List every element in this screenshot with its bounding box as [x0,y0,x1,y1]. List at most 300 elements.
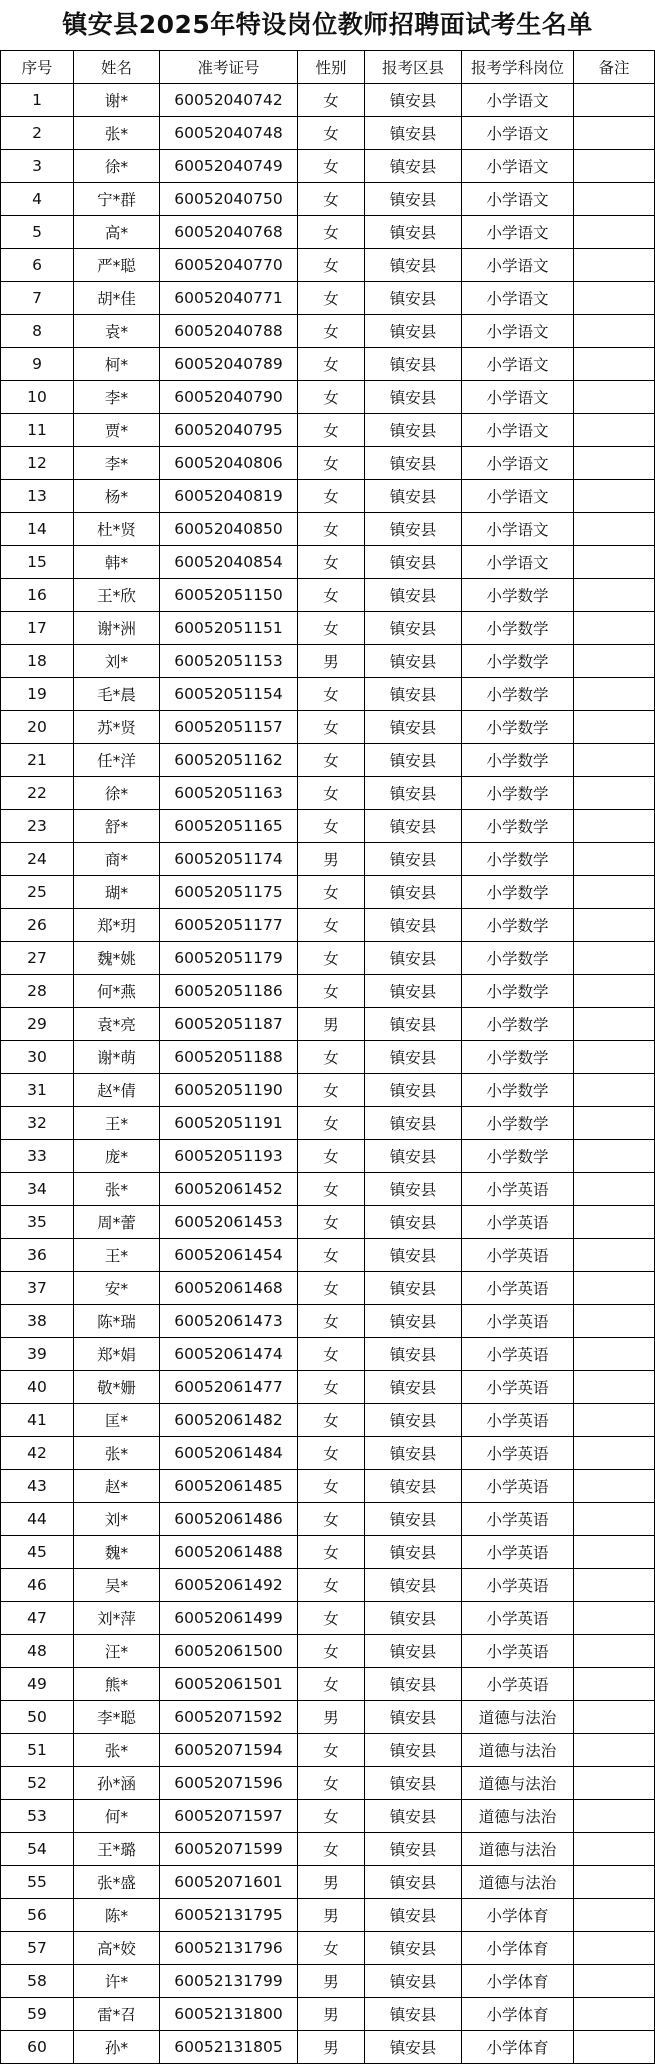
cell-county: 镇安县 [365,612,462,645]
cell-remarks [574,1041,655,1074]
cell-gender: 女 [298,1635,365,1668]
cell-index: 8 [1,315,74,348]
cell-subject: 小学数学 [462,975,574,1008]
cell-exam-number: 60052061486 [160,1503,298,1536]
table-row [1,1899,655,1932]
cell-index: 33 [1,1140,74,1173]
cell-remarks [574,711,655,744]
cell-subject: 道德与法治 [462,1701,574,1734]
table-row [1,150,655,183]
cell-name: 安* [74,1272,160,1305]
cell-subject: 小学英语 [462,1305,574,1338]
cell-gender: 女 [298,744,365,777]
table-row [1,876,655,909]
cell-index: 11 [1,414,74,447]
cell-name: 杜*贤 [74,513,160,546]
cell-remarks [574,1800,655,1833]
cell-remarks [574,282,655,315]
table-row [1,1404,655,1437]
cell-remarks [574,1635,655,1668]
cell-gender: 女 [298,1173,365,1206]
cell-gender: 女 [298,1041,365,1074]
cell-index: 34 [1,1173,74,1206]
cell-subject: 小学英语 [462,1569,574,1602]
cell-county: 镇安县 [365,348,462,381]
cell-name: 贾* [74,414,160,447]
cell-subject: 小学语文 [462,84,574,117]
document-title: 镇安县2025年特设岗位教师招聘面试考生名单 [62,10,593,39]
cell-county: 镇安县 [365,480,462,513]
cell-index: 54 [1,1833,74,1866]
cell-remarks [574,1866,655,1899]
cell-gender: 女 [298,315,365,348]
cell-exam-number: 60052061499 [160,1602,298,1635]
cell-index: 21 [1,744,74,777]
cell-gender: 女 [298,942,365,975]
table-row [1,282,655,315]
cell-county: 镇安县 [365,117,462,150]
cell-subject: 道德与法治 [462,1866,574,1899]
cell-index: 45 [1,1536,74,1569]
cell-gender: 女 [298,1239,365,1272]
cell-remarks [574,1965,655,1998]
cell-subject: 小学英语 [462,1536,574,1569]
cell-subject: 小学数学 [462,711,574,744]
header-gender: 性别 [298,51,365,84]
cell-gender: 女 [298,1800,365,1833]
cell-remarks [574,1767,655,1800]
cell-county: 镇安县 [365,1008,462,1041]
cell-remarks [574,876,655,909]
cell-county: 镇安县 [365,1437,462,1470]
cell-name: 许* [74,1965,160,1998]
cell-name: 张* [74,1437,160,1470]
cell-exam-number: 60052071599 [160,1833,298,1866]
cell-index: 13 [1,480,74,513]
table-row [1,612,655,645]
cell-county: 镇安县 [365,843,462,876]
table-row [1,1668,655,1701]
table-row [1,1569,655,1602]
cell-gender: 女 [298,84,365,117]
cell-name: 柯* [74,348,160,381]
cell-exam-number: 60052061468 [160,1272,298,1305]
table-row [1,117,655,150]
table-row [1,1800,655,1833]
cell-name: 刘* [74,1503,160,1536]
cell-index: 44 [1,1503,74,1536]
cell-exam-number: 60052061473 [160,1305,298,1338]
cell-subject: 小学英语 [462,1668,574,1701]
cell-exam-number: 60052061454 [160,1239,298,1272]
cell-index: 48 [1,1635,74,1668]
table-row [1,645,655,678]
cell-exam-number: 60052061501 [160,1668,298,1701]
cell-exam-number: 60052051151 [160,612,298,645]
table-row [1,975,655,1008]
cell-subject: 小学英语 [462,1635,574,1668]
cell-subject: 小学数学 [462,1008,574,1041]
cell-index: 51 [1,1734,74,1767]
cell-exam-number: 60052131799 [160,1965,298,1998]
cell-index: 55 [1,1866,74,1899]
candidate-table [0,50,655,2064]
cell-exam-number: 60052051153 [160,645,298,678]
cell-subject: 小学语文 [462,480,574,513]
cell-gender: 女 [298,1503,365,1536]
table-row [1,942,655,975]
cell-subject: 小学英语 [462,1503,574,1536]
cell-remarks [574,579,655,612]
cell-index: 5 [1,216,74,249]
cell-name: 雷*召 [74,1998,160,2031]
cell-name: 陈*瑞 [74,1305,160,1338]
cell-remarks [574,1470,655,1503]
cell-county: 镇安县 [365,1338,462,1371]
cell-exam-number: 60052040771 [160,282,298,315]
cell-gender: 女 [298,150,365,183]
table-row [1,1140,655,1173]
table-row [1,1536,655,1569]
cell-index: 23 [1,810,74,843]
table-row [1,1305,655,1338]
cell-index: 53 [1,1800,74,1833]
table-body [1,84,655,2064]
cell-remarks [574,315,655,348]
cell-subject: 小学体育 [462,1932,574,1965]
cell-county: 镇安县 [365,546,462,579]
cell-index: 58 [1,1965,74,1998]
cell-remarks [574,942,655,975]
cell-index: 35 [1,1206,74,1239]
cell-gender: 女 [298,1338,365,1371]
cell-county: 镇安县 [365,1635,462,1668]
cell-subject: 小学英语 [462,1239,574,1272]
table-header-row [1,51,655,84]
cell-index: 24 [1,843,74,876]
cell-county: 镇安县 [365,249,462,282]
cell-name: 刘*萍 [74,1602,160,1635]
cell-name: 王*璐 [74,1833,160,1866]
cell-exam-number: 60052051179 [160,942,298,975]
cell-index: 18 [1,645,74,678]
cell-exam-number: 60052040819 [160,480,298,513]
cell-index: 26 [1,909,74,942]
cell-subject: 小学语文 [462,117,574,150]
cell-exam-number: 60052051154 [160,678,298,711]
cell-county: 镇安县 [365,414,462,447]
cell-remarks [574,843,655,876]
cell-subject: 小学语文 [462,249,574,282]
cell-exam-number: 60052040806 [160,447,298,480]
cell-remarks [574,1107,655,1140]
cell-name: 何*燕 [74,975,160,1008]
cell-remarks [574,744,655,777]
cell-county: 镇安县 [365,1140,462,1173]
cell-name: 毛*晨 [74,678,160,711]
cell-subject: 小学体育 [462,1965,574,1998]
cell-subject: 小学体育 [462,2031,574,2064]
cell-exam-number: 60052040749 [160,150,298,183]
cell-gender: 女 [298,711,365,744]
cell-name: 敬*姗 [74,1371,160,1404]
cell-gender: 女 [298,1602,365,1635]
cell-gender: 女 [298,1668,365,1701]
cell-name: 徐* [74,150,160,183]
cell-index: 9 [1,348,74,381]
cell-index: 56 [1,1899,74,1932]
cell-county: 镇安县 [365,1503,462,1536]
cell-exam-number: 60052131796 [160,1932,298,1965]
cell-subject: 小学数学 [462,1074,574,1107]
cell-name: 严*聪 [74,249,160,282]
cell-subject: 小学语文 [462,216,574,249]
table-row [1,348,655,381]
cell-county: 镇安县 [365,744,462,777]
cell-gender: 女 [298,480,365,513]
cell-gender: 女 [298,1140,365,1173]
cell-exam-number: 60052040788 [160,315,298,348]
cell-remarks [574,1140,655,1173]
table-row [1,777,655,810]
table-row [1,1206,655,1239]
cell-exam-number: 60052051165 [160,810,298,843]
cell-subject: 小学英语 [462,1404,574,1437]
cell-county: 镇安县 [365,2031,462,2064]
table-row [1,1833,655,1866]
cell-name: 汪* [74,1635,160,1668]
cell-county: 镇安县 [365,183,462,216]
table-row [1,546,655,579]
cell-remarks [574,810,655,843]
cell-remarks [574,678,655,711]
cell-exam-number: 60052051193 [160,1140,298,1173]
cell-name: 魏*姚 [74,942,160,975]
cell-county: 镇安县 [365,777,462,810]
cell-county: 镇安县 [365,1107,462,1140]
cell-subject: 小学语文 [462,513,574,546]
cell-gender: 女 [298,447,365,480]
cell-county: 镇安县 [365,282,462,315]
cell-county: 镇安县 [365,150,462,183]
cell-name: 韩* [74,546,160,579]
cell-index: 4 [1,183,74,216]
cell-county: 镇安县 [365,1866,462,1899]
cell-gender: 女 [298,546,365,579]
cell-county: 镇安县 [365,579,462,612]
cell-name: 王* [74,1107,160,1140]
cell-subject: 小学语文 [462,348,574,381]
cell-index: 25 [1,876,74,909]
cell-gender: 女 [298,678,365,711]
cell-index: 19 [1,678,74,711]
cell-gender: 女 [298,183,365,216]
cell-gender: 女 [298,909,365,942]
cell-subject: 小学数学 [462,579,574,612]
cell-exam-number: 60052071596 [160,1767,298,1800]
cell-county: 镇安县 [365,1800,462,1833]
cell-gender: 女 [298,1833,365,1866]
cell-gender: 女 [298,1305,365,1338]
cell-index: 15 [1,546,74,579]
cell-county: 镇安县 [365,216,462,249]
cell-county: 镇安县 [365,1536,462,1569]
table-row [1,513,655,546]
cell-subject: 小学数学 [462,909,574,942]
cell-exam-number: 60052051191 [160,1107,298,1140]
cell-gender: 女 [298,1569,365,1602]
cell-county: 镇安县 [365,1899,462,1932]
cell-index: 1 [1,84,74,117]
cell-name: 何* [74,1800,160,1833]
cell-remarks [574,1437,655,1470]
cell-name: 孙* [74,2031,160,2064]
cell-remarks [574,381,655,414]
cell-index: 31 [1,1074,74,1107]
cell-county: 镇安县 [365,876,462,909]
cell-name: 徐* [74,777,160,810]
cell-name: 瑚* [74,876,160,909]
cell-exam-number: 60052051150 [160,579,298,612]
cell-exam-number: 60052040790 [160,381,298,414]
cell-remarks [574,909,655,942]
cell-county: 镇安县 [365,1074,462,1107]
cell-subject: 小学数学 [462,843,574,876]
cell-index: 38 [1,1305,74,1338]
header-name: 姓名 [74,51,160,84]
table-row [1,711,655,744]
cell-county: 镇安县 [365,1173,462,1206]
cell-name: 魏* [74,1536,160,1569]
cell-exam-number: 60052061453 [160,1206,298,1239]
cell-name: 杨* [74,480,160,513]
cell-county: 镇安县 [365,1041,462,1074]
cell-name: 舒* [74,810,160,843]
cell-exam-number: 60052061484 [160,1437,298,1470]
cell-gender: 女 [298,1932,365,1965]
cell-gender: 女 [298,1470,365,1503]
cell-county: 镇安县 [365,1965,462,1998]
cell-index: 10 [1,381,74,414]
cell-remarks [574,414,655,447]
cell-subject: 小学数学 [462,645,574,678]
cell-index: 6 [1,249,74,282]
cell-name: 吴* [74,1569,160,1602]
table-row [1,1965,655,1998]
cell-gender: 女 [298,612,365,645]
table-row [1,1239,655,1272]
cell-subject: 小学英语 [462,1173,574,1206]
cell-subject: 小学语文 [462,150,574,183]
cell-index: 36 [1,1239,74,1272]
cell-remarks [574,84,655,117]
cell-county: 镇安县 [365,711,462,744]
cell-remarks [574,348,655,381]
cell-index: 50 [1,1701,74,1734]
cell-county: 镇安县 [365,645,462,678]
table-row [1,414,655,447]
cell-remarks [574,447,655,480]
cell-county: 镇安县 [365,513,462,546]
cell-remarks [574,612,655,645]
cell-exam-number: 60052051190 [160,1074,298,1107]
cell-county: 镇安县 [365,1602,462,1635]
cell-remarks [574,1602,655,1635]
table-row [1,1173,655,1206]
cell-subject: 小学数学 [462,744,574,777]
cell-gender: 男 [298,2031,365,2064]
cell-gender: 女 [298,1107,365,1140]
table-row [1,744,655,777]
cell-remarks [574,1536,655,1569]
cell-name: 孙*涵 [74,1767,160,1800]
cell-remarks [574,1569,655,1602]
cell-gender: 女 [298,1371,365,1404]
cell-exam-number: 60052131805 [160,2031,298,2064]
header-remarks: 备注 [574,51,655,84]
cell-gender: 女 [298,1404,365,1437]
cell-remarks [574,1338,655,1371]
cell-subject: 小学数学 [462,876,574,909]
header-subject: 报考学科岗位 [462,51,574,84]
cell-remarks [574,1701,655,1734]
cell-county: 镇安县 [365,975,462,1008]
cell-exam-number: 60052071592 [160,1701,298,1734]
table-row [1,2031,655,2064]
cell-remarks [574,1206,655,1239]
cell-remarks [574,1305,655,1338]
cell-subject: 小学语文 [462,546,574,579]
cell-subject: 小学英语 [462,1437,574,1470]
cell-remarks [574,777,655,810]
table-row [1,1107,655,1140]
cell-remarks [574,249,655,282]
cell-subject: 小学体育 [462,1899,574,1932]
cell-remarks [574,1074,655,1107]
cell-remarks [574,2031,655,2064]
cell-gender: 女 [298,414,365,447]
cell-name: 袁*亮 [74,1008,160,1041]
cell-exam-number: 60052071597 [160,1800,298,1833]
table-row [1,1998,655,2031]
cell-exam-number: 60052040750 [160,183,298,216]
cell-county: 镇安县 [365,1998,462,2031]
cell-name: 张* [74,1173,160,1206]
cell-remarks [574,1404,655,1437]
cell-remarks [574,216,655,249]
cell-name: 王* [74,1239,160,1272]
cell-subject: 小学语文 [462,381,574,414]
cell-index: 3 [1,150,74,183]
cell-exam-number: 60052040854 [160,546,298,579]
cell-exam-number: 60052061474 [160,1338,298,1371]
table-row [1,1338,655,1371]
cell-exam-number: 60052051187 [160,1008,298,1041]
cell-exam-number: 60052051174 [160,843,298,876]
cell-remarks [574,546,655,579]
table-row [1,1767,655,1800]
cell-index: 7 [1,282,74,315]
cell-subject: 道德与法治 [462,1734,574,1767]
cell-gender: 男 [298,1866,365,1899]
cell-name: 周*蕾 [74,1206,160,1239]
cell-exam-number: 60052040748 [160,117,298,150]
cell-name: 李*聪 [74,1701,160,1734]
table-row [1,1041,655,1074]
cell-gender: 男 [298,1701,365,1734]
cell-index: 17 [1,612,74,645]
cell-remarks [574,1899,655,1932]
